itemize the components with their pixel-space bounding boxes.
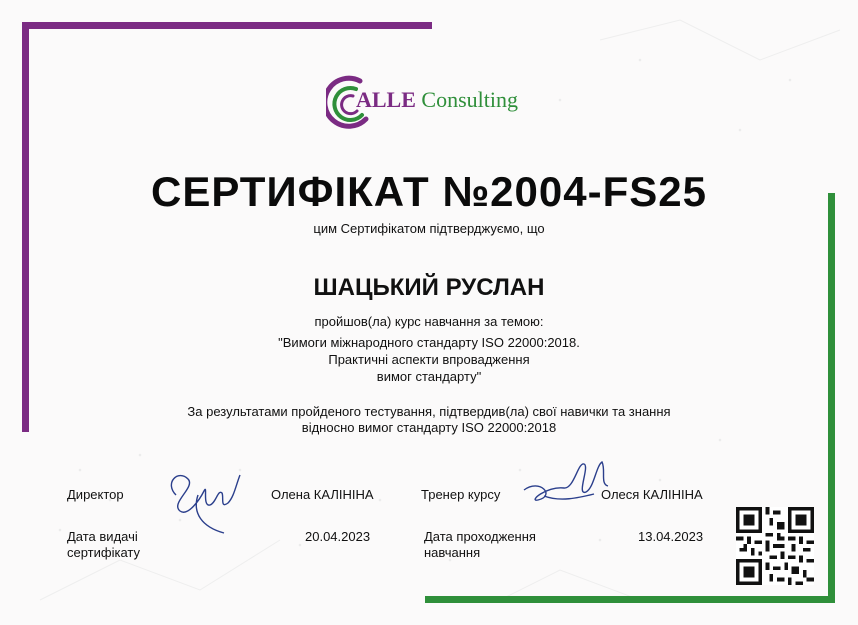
purple-frame-top	[22, 22, 432, 29]
logo-brand: ALLE	[356, 87, 416, 112]
trainer-name: Олеся КАЛІНІНА	[601, 487, 703, 502]
course-title	[0, 334, 858, 385]
course-line: "Вимоги міжнародного стандарту ISO 22000:2018.	[278, 335, 580, 350]
result-line: відносно вимог стандарту ISO 22000:2018	[301, 420, 557, 435]
qr-code-icon[interactable]	[736, 507, 814, 585]
trainer-label: Тренер курсу	[421, 487, 501, 502]
trainer-signature	[520, 456, 612, 508]
director-signature	[158, 455, 253, 540]
logo-suffix: Consulting	[415, 87, 518, 112]
passed-course-text: пройшов(ла) курс навчання за темою:	[314, 314, 544, 329]
training-date-label-line: Дата проходження	[424, 529, 536, 544]
training-date-value: 13.04.2023	[638, 529, 704, 544]
issue-date-label-line: Дата видачі	[67, 529, 138, 544]
course-line: Практичні аспекти впровадження	[328, 352, 530, 367]
green-frame-right	[828, 193, 835, 603]
course-line: вимог стандарту"	[376, 369, 482, 384]
green-frame-bottom	[425, 596, 835, 603]
result-text	[0, 404, 858, 436]
director-label: Директор	[67, 487, 124, 502]
certificate-subtitle: цим Сертифікатом підтверджуємо, що	[313, 221, 545, 236]
issue-date-label	[67, 529, 140, 561]
logo-text	[356, 87, 518, 113]
training-date-label	[424, 529, 536, 561]
training-date-label-line: навчання	[424, 545, 481, 560]
certificate-title: СЕРТИФІКАТ №2004-FS25	[151, 168, 707, 215]
director-name: Олена КАЛІНІНА	[271, 487, 374, 502]
recipient-name: ШАЦЬКИЙ РУСЛАН	[313, 274, 545, 301]
result-line: За результатами пройденого тестування, підтвердив(ла) свої навички та знання	[187, 404, 671, 419]
company-logo	[326, 73, 536, 131]
issue-date-value: 20.04.2023	[305, 529, 371, 544]
issue-date-label-line: сертифікату	[67, 545, 140, 560]
